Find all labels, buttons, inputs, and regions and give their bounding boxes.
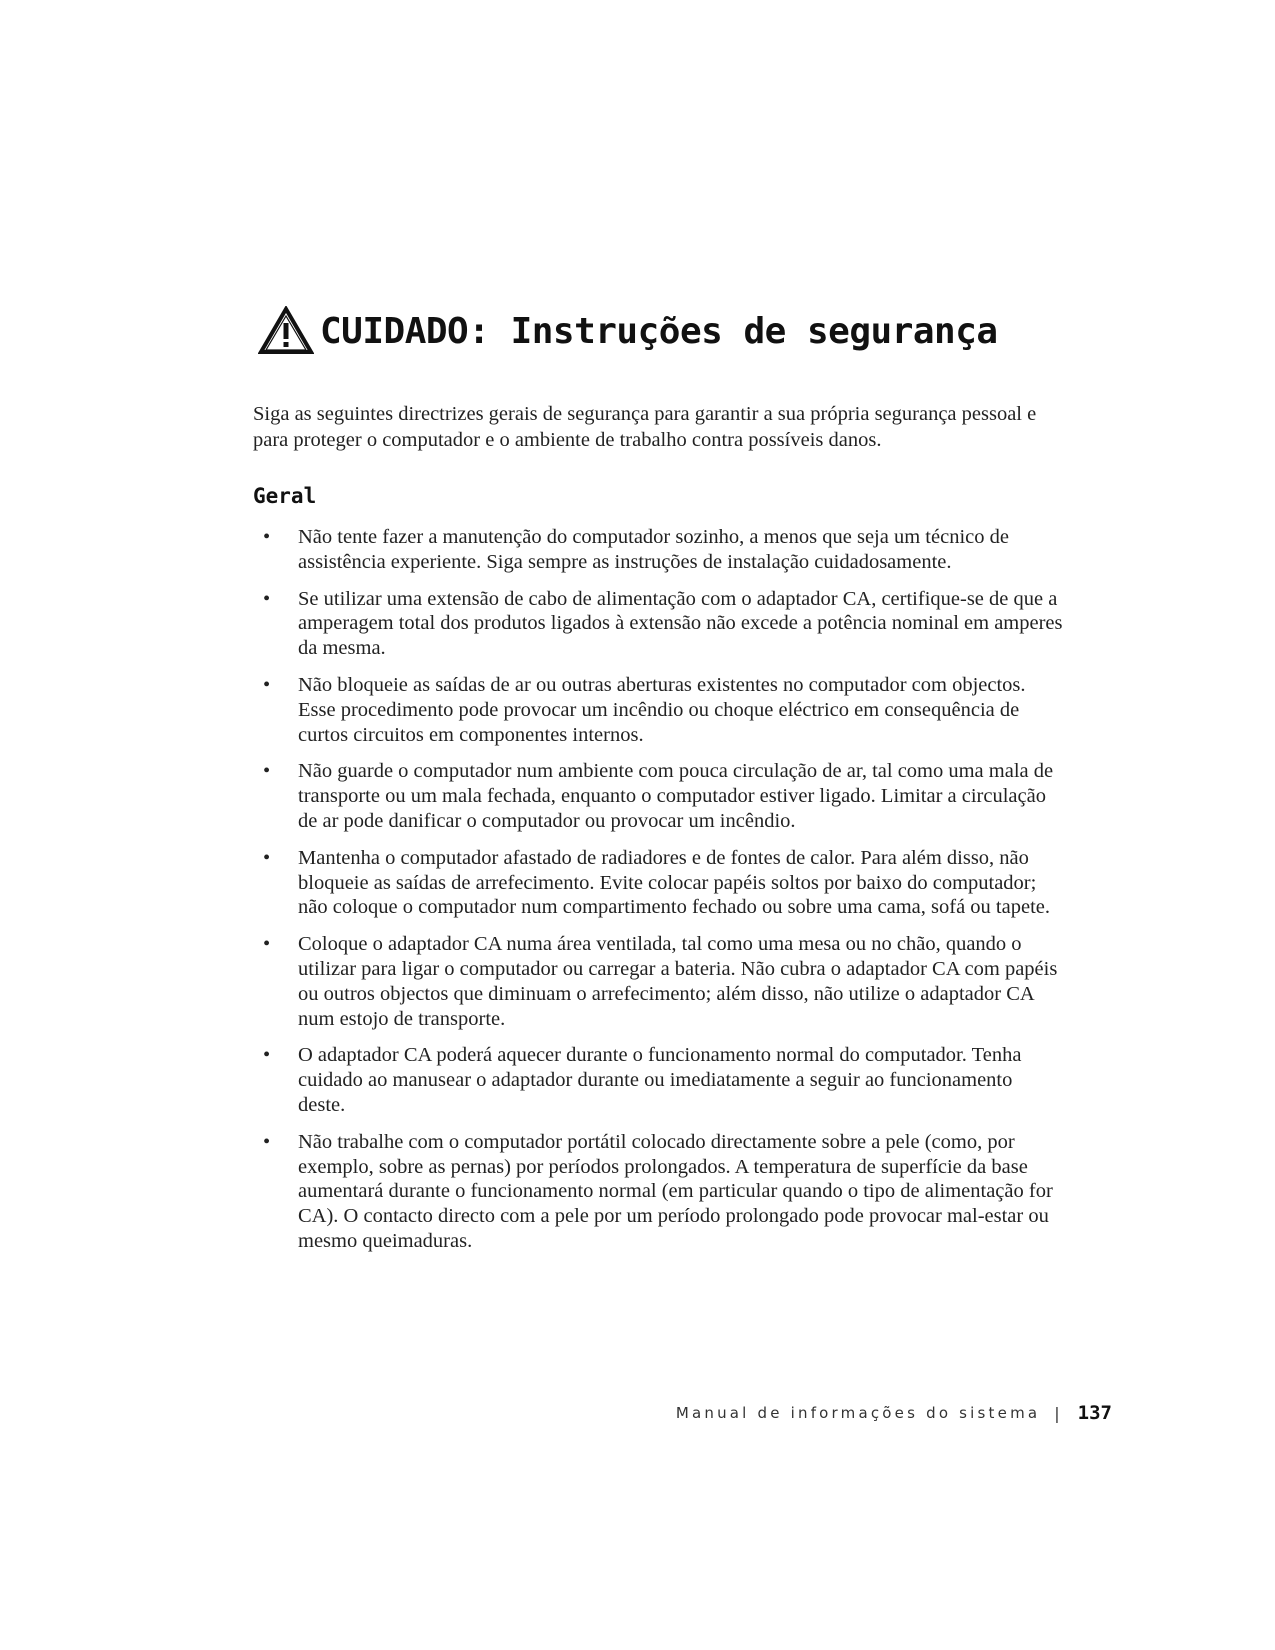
list-item-text: Coloque o adaptador CA numa área ventilada, tal como uma mesa ou no chão, quando o utilizar para ligar o computador ou carregar a bateria. Não cubra o adaptador CA com papéis ou outros objectos que diminuam o arrefecimento; além disso, não utilize o adaptador CA num estojo de transporte. — [298, 933, 1058, 1030]
page-footer — [676, 1402, 1112, 1424]
section-heading-geral: Geral — [253, 484, 317, 508]
bullet-symbol: • — [263, 587, 271, 610]
list-item — [253, 759, 1063, 833]
list-item — [253, 525, 1063, 575]
page-number: 137 — [1077, 1402, 1112, 1424]
bullet-symbol: • — [263, 760, 271, 783]
list-item-text: Se utilizar uma extensão de cabo de alimentação com o adaptador CA, certifique-se de que a amperagem total dos produtos ligados à extensão não excede a potência nominal em amperes da mesma. — [298, 587, 1063, 660]
page-title: CUIDADO: Instruções de segurança — [320, 310, 998, 352]
safety-instructions-list — [253, 525, 1063, 1266]
warning-triangle-icon — [258, 306, 314, 356]
list-item — [253, 932, 1063, 1031]
bullet-symbol: • — [263, 1044, 271, 1067]
footer-separator: | — [1054, 1403, 1060, 1423]
bullet-symbol: • — [263, 846, 271, 869]
list-item-text: Não bloqueie as saídas de ar ou outras aberturas existentes no computador com objectos. Esse procedimento pode provocar um incêndio ou choque eléctrico em consequência de curtos circuitos em componentes internos. — [298, 673, 1026, 746]
list-item-text: Mantenha o computador afastado de radiadores e de fontes de calor. Para além disso, não bloqueie as saídas de arrefecimento. Evite colocar papéis soltos por baixo do computador; não coloque o computador num compartimento fechado ou sobre uma cama, sofá ou tapete. — [298, 846, 1050, 919]
list-item-text: Não trabalhe com o computador portátil colocado directamente sobre a pele (como, por exemplo, sobre as pernas) por períodos prolongados. A temperatura de superfície da base aumentará durante o funcionamento normal (em particular quando o tipo de alimentação for CA). O contacto directo com a pele por um período prolongado pode provocar mal-estar ou mesmo queimaduras. — [298, 1130, 1053, 1252]
list-item — [253, 587, 1063, 661]
bullet-symbol: • — [263, 933, 271, 956]
bullet-symbol: • — [263, 673, 271, 696]
list-item-text: Não guarde o computador num ambiente com pouca circulação de ar, tal como uma mala de transporte ou um mala fechada, enquanto o computador estiver ligado. Limitar a circulação de ar pode danificar o computador ou provocar um incêndio. — [298, 760, 1054, 832]
list-item — [253, 846, 1063, 920]
page-title-block — [258, 306, 998, 356]
list-item — [253, 673, 1063, 747]
bullet-symbol: • — [263, 526, 271, 548]
list-item — [253, 1130, 1063, 1254]
list-item — [253, 1043, 1063, 1117]
list-item-text: Não tente fazer a manutenção do computador sozinho, a menos que seja um técnico de assistência experiente. Siga sempre as instruções de instalação cuidadosamente. — [298, 526, 1009, 573]
footer-manual-title: Manual de informações do sistema — [675, 1404, 1041, 1422]
bullet-symbol: • — [263, 1130, 271, 1153]
list-item-text: O adaptador CA poderá aquecer durante o funcionamento normal do computador. Tenha cuidado ao manusear o adaptador durante ou imediatamente a seguir ao funcionamento deste. — [298, 1044, 1022, 1116]
intro-paragraph: Siga as seguintes directrizes gerais de segurança para garantir a sua própria segurança pessoal e para proteger o computador e o ambiente de trabalho contra possíveis danos. — [253, 403, 1037, 451]
